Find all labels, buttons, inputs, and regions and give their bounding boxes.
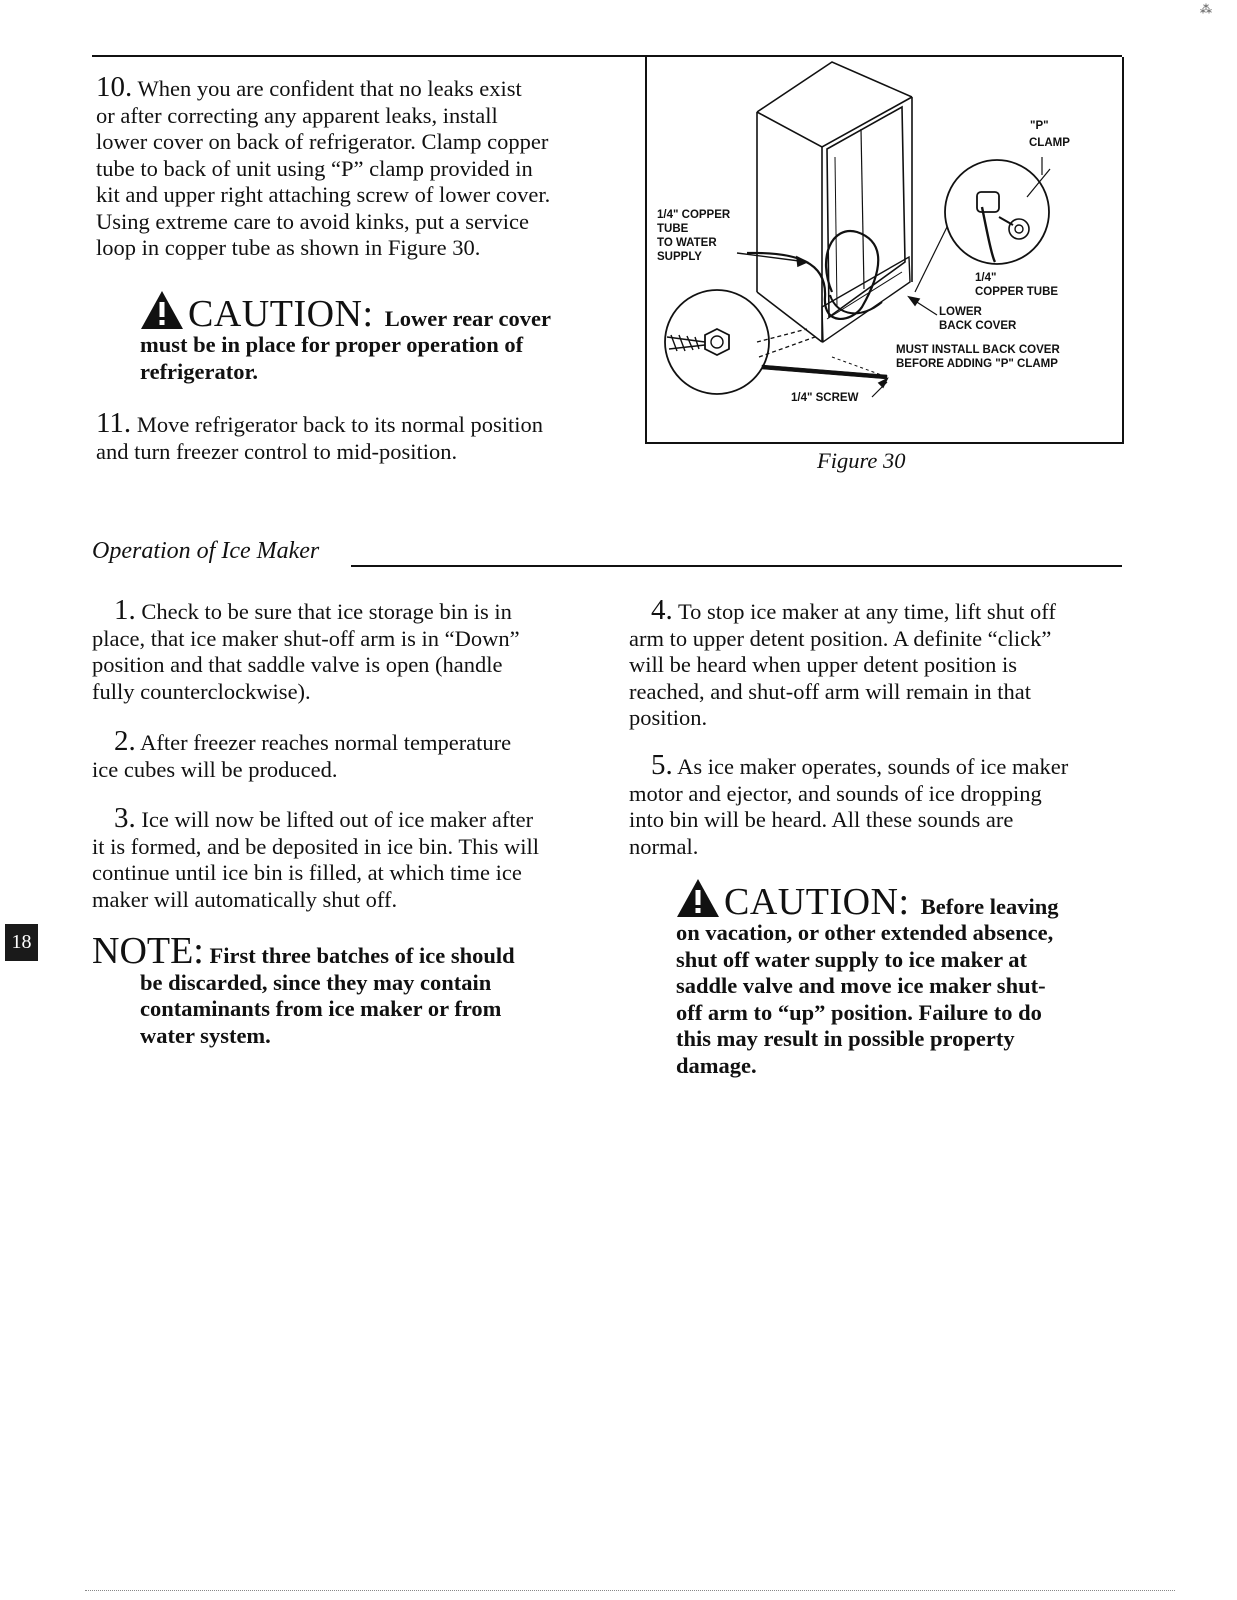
ice-step-3-line: maker will automatically shut off.: [92, 886, 398, 912]
step-10: [96, 71, 616, 262]
step-text: Check to be sure that ice storage bin is in: [141, 599, 512, 624]
step-text: Ice will now be lifted out of ice maker after: [141, 807, 534, 832]
refrigerator-back-diagram: [647, 57, 1119, 440]
caution-lead: Lower rear cover: [384, 306, 551, 331]
caution-lead: Before leaving: [920, 894, 1059, 919]
step-11-line: and turn freezer control to mid-position.: [96, 438, 458, 464]
ice-step-5-line: [629, 749, 1129, 781]
warning-triangle-icon: [676, 878, 720, 918]
ice-step-4-line: position.: [629, 705, 708, 730]
step-number: 4.: [651, 594, 673, 626]
ice-step-1-line: [92, 594, 592, 626]
ice-step-4-line: reached, and shut-off arm will remain in that: [629, 678, 1031, 704]
ice-step-1-line: fully counterclockwise).: [92, 678, 311, 704]
ice-step-2: [92, 725, 592, 783]
section-rule: [351, 565, 1122, 567]
caution-block-vacation: [676, 878, 1136, 1079]
caution-text: this may result in possible property: [676, 1026, 1015, 1051]
ice-step-5-line: motor and ejector, and sounds of ice dropping: [629, 780, 1042, 806]
step-number: 3.: [114, 802, 136, 834]
note-text: contaminants from ice maker or from: [140, 996, 502, 1021]
ice-step-1-line: place, that ice maker shut-off arm is in “Down”: [92, 625, 520, 651]
step-text: As ice maker operates, sounds of ice maker: [677, 754, 1069, 779]
caution-text: off arm to “up” position. Failure to do: [676, 999, 1042, 1025]
step-text: To stop ice maker at any time, lift shut off: [677, 599, 1056, 624]
ice-step-1-line: position and that saddle valve is open (handle: [92, 652, 503, 677]
caution-text: damage.: [676, 1052, 757, 1078]
ice-step-3-line: [92, 802, 592, 834]
note-word: NOTE:: [92, 930, 204, 972]
ice-step-2-line: ice cubes will be produced.: [92, 756, 338, 782]
step-number: 5.: [651, 749, 673, 781]
step-10-line: [96, 71, 616, 103]
figure-label-copper-tube-supply: TO WATER: [657, 237, 717, 249]
step-11: [96, 407, 616, 465]
ice-step-4-line: arm to upper detent position. A definite “click”: [629, 625, 1052, 651]
step-10-line: kit and upper right attaching screw of lower cover.: [96, 182, 551, 207]
figure-label-p-clamp: CLAMP: [1029, 137, 1070, 149]
step-number: 2.: [114, 725, 136, 757]
figure-label-p-clamp: "P": [1030, 120, 1049, 132]
ice-step-2-line: [92, 725, 592, 757]
step-11-line: [96, 407, 616, 439]
ice-step-5-line: normal.: [629, 833, 699, 859]
figure-label-copper-tube: 1/4": [975, 272, 997, 284]
caution-text: shut off water supply to ice maker at: [676, 946, 1028, 972]
scan-corner-mark: ⁂: [1200, 2, 1212, 16]
step-text: After freezer reaches normal temperature: [140, 730, 512, 755]
ice-step-3: [92, 802, 592, 913]
figure-label-copper-tube-supply: 1/4" COPPER: [657, 209, 731, 221]
caution-text: saddle valve and move ice maker shut-: [676, 973, 1046, 998]
figure-label-copper-tube-supply: SUPPLY: [657, 251, 702, 263]
caution-text: refrigerator.: [140, 358, 259, 384]
figure-label-must-install: BEFORE ADDING "P" CLAMP: [896, 358, 1058, 370]
ice-step-5-line: into bin will be heard. All these sounds are: [629, 807, 1014, 832]
step-text: When you are confident that no leaks exist: [137, 76, 522, 101]
note-text: be discarded, since they may contain: [140, 969, 492, 995]
figure-label-lower-back-cover: LOWER: [939, 306, 982, 318]
ice-step-5: [629, 749, 1129, 860]
note-text: water system.: [140, 1022, 271, 1048]
figure-label-copper-tube-supply: TUBE: [657, 223, 689, 235]
page-number-tab: 18: [5, 924, 38, 961]
ice-step-3-line: it is formed, and be deposited in ice bin. This will: [92, 833, 540, 859]
ice-step-3-line: continue until ice bin is filled, at which time ice: [92, 860, 522, 885]
figure-label-screw: 1/4" SCREW: [791, 392, 859, 404]
note-heading: [92, 930, 592, 972]
step-10-line: lower cover on back of refrigerator. Clamp copper: [96, 129, 549, 154]
ice-step-4-line: will be heard when upper detent position is: [629, 652, 1018, 677]
figure-label-lower-back-cover: BACK COVER: [939, 320, 1017, 332]
figure-caption: Figure 30: [817, 448, 906, 473]
step-10-line: loop in copper tube as shown in Figure 30.: [96, 235, 481, 260]
note-lead: First three batches of ice should: [209, 943, 515, 968]
figure-label-copper-tube: COPPER TUBE: [975, 286, 1059, 298]
figure-label-must-install: MUST INSTALL BACK COVER: [896, 344, 1060, 356]
step-number: 10.: [96, 71, 133, 103]
step-10-line: tube to back of unit using “P” clamp provided in: [96, 155, 533, 181]
step-10-line: Using extreme care to avoid kinks, put a service: [96, 208, 529, 234]
caution-heading: [140, 290, 620, 335]
ice-step-4: [629, 594, 1129, 732]
scan-artifact-dots: [85, 1590, 1175, 1592]
step-number: 11.: [96, 407, 132, 439]
caution-word: CAUTION:: [724, 881, 910, 923]
section-title: Operation of Ice Maker: [92, 538, 320, 564]
note-block: [92, 930, 592, 1049]
caution-text: on vacation, or other extended absence,: [676, 920, 1054, 945]
step-number: 1.: [114, 594, 136, 626]
step-text: Move refrigerator back to its normal position: [136, 412, 543, 437]
caution-word: CAUTION:: [188, 293, 374, 335]
ice-step-1: [92, 594, 592, 705]
caution-block-rear-cover: [140, 290, 620, 385]
ice-step-4-line: [629, 594, 1129, 626]
step-10-line: or after correcting any apparent leaks, install: [96, 102, 498, 128]
caution-text: must be in place for proper operation of: [140, 332, 524, 357]
caution-heading: [676, 878, 1136, 923]
warning-triangle-icon: [140, 290, 184, 330]
